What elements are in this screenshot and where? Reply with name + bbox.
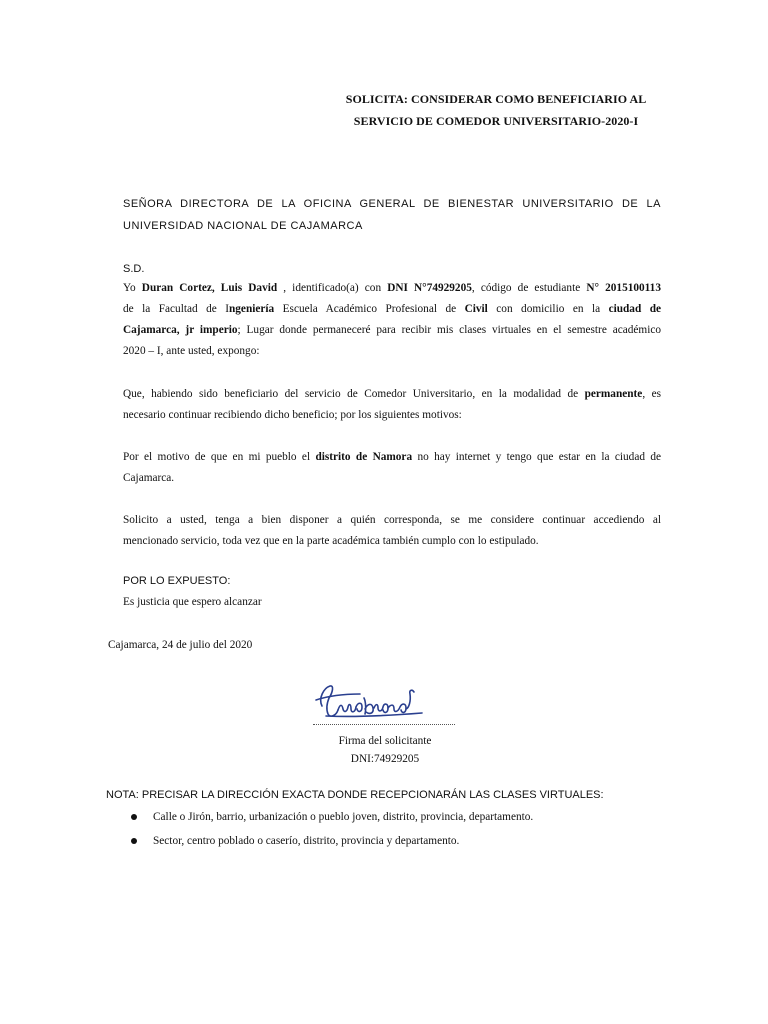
request-line-1: Solicito a usted, tenga a bien disponer a quién corresponda, se me considere continuar accediendo al — [123, 514, 661, 526]
intro-text: , identificado(a) con — [277, 282, 388, 294]
reason-line-1 — [123, 447, 661, 468]
intro-text: Yo — [123, 282, 142, 294]
list-item-text: Sector, centro poblado o caserío, distrito, provincia y departamento. — [153, 835, 460, 847]
intro-line-3 — [123, 320, 661, 341]
intro-line-2 — [123, 299, 661, 320]
list-item — [128, 834, 688, 858]
addressee-line-1: SEÑORA DIRECTORA DE LA OFICINA GENERAL DE BIENESTAR UNIVERSITARIO DE LA — [123, 198, 661, 210]
addressee — [123, 193, 661, 237]
benefit-line-2: necesario continuar recibiendo dicho beneficio; por los siguientes motivos: — [123, 409, 462, 421]
note-list — [128, 810, 688, 858]
handwritten-signature — [314, 676, 426, 722]
city-label: ciudad de — [608, 303, 661, 315]
intro-line-1 — [123, 278, 661, 299]
school-name: Civil — [464, 303, 488, 315]
greeting: S.D. — [123, 263, 145, 275]
signature-line — [313, 724, 455, 725]
note-text: NOTA: PRECISAR LA DIRECCIÓN EXACTA DONDE RECEPCIONARÁN LAS CLASES VIRTUALES: — [106, 789, 604, 801]
modality: permanente — [584, 388, 643, 400]
bullet-icon — [131, 838, 137, 844]
document-date: Cajamarca, 24 de julio del 2020 — [108, 639, 253, 651]
request-line-2: mencionado servicio, toda vez que en la parte académica también cumplo con lo estipulado. — [123, 535, 539, 547]
list-item — [128, 810, 688, 834]
benefit-text: Que, habiendo sido beneficiario del servicio de Comedor Universitario, en la modalidad de — [123, 388, 585, 400]
list-item-text: Calle o Jirón, barrio, urbanización o pueblo joven, distrito, provincia, departamento. — [153, 811, 534, 823]
student-address: Cajamarca, jr imperio — [123, 324, 238, 336]
reason-paragraph — [123, 447, 661, 489]
request-paragraph — [123, 510, 661, 552]
bullet-icon — [131, 814, 137, 820]
intro-text: de la Facultad de I — [123, 303, 229, 315]
reason-text: no hay internet y tengo que estar en la ciudad de — [412, 451, 661, 463]
benefit-line-1 — [123, 384, 661, 405]
district-name: distrito de Namora — [315, 451, 413, 463]
faculty-name: ngeniería — [229, 303, 275, 315]
reason-text: Por el motivo de que en mi pueblo el — [123, 451, 316, 463]
intro-text: , código de estudiante — [471, 282, 587, 294]
student-code: N° 2015100113 — [586, 282, 661, 294]
closing-line-2: Es justicia que espero alcanzar — [123, 596, 262, 608]
intro-line-4: 2020 – I, ante usted, expongo: — [123, 345, 260, 357]
intro-text: ; Lugar donde permaneceré para recibir mis clases virtuales en el semestre académico — [237, 324, 661, 336]
reason-line-2: Cajamarca. — [123, 472, 175, 484]
student-name: Duran Cortez, Luis David — [141, 282, 278, 294]
intro-text: Escuela Académico Profesional de — [274, 303, 465, 315]
intro-text: con domicilio en la — [487, 303, 609, 315]
benefit-paragraph — [123, 384, 661, 426]
benefit-text: , es — [642, 388, 661, 400]
addressee-line-2: UNIVERSIDAD NACIONAL DE CAJAMARCA — [123, 220, 363, 232]
intro-paragraph — [123, 278, 661, 362]
student-dni: DNI N°74929205 — [387, 282, 472, 294]
signature-dni: DNI:74929205 — [350, 753, 420, 765]
subject-line-1: SOLICITA: CONSIDERAR COMO BENEFICIARIO AL — [345, 92, 647, 106]
closing-line-1: POR LO EXPUESTO: — [123, 575, 231, 587]
signature-label: Firma del solicitante — [338, 735, 432, 747]
subject-line-2: SERVICIO DE COMEDOR UNIVERSITARIO-2020-I — [353, 114, 639, 128]
